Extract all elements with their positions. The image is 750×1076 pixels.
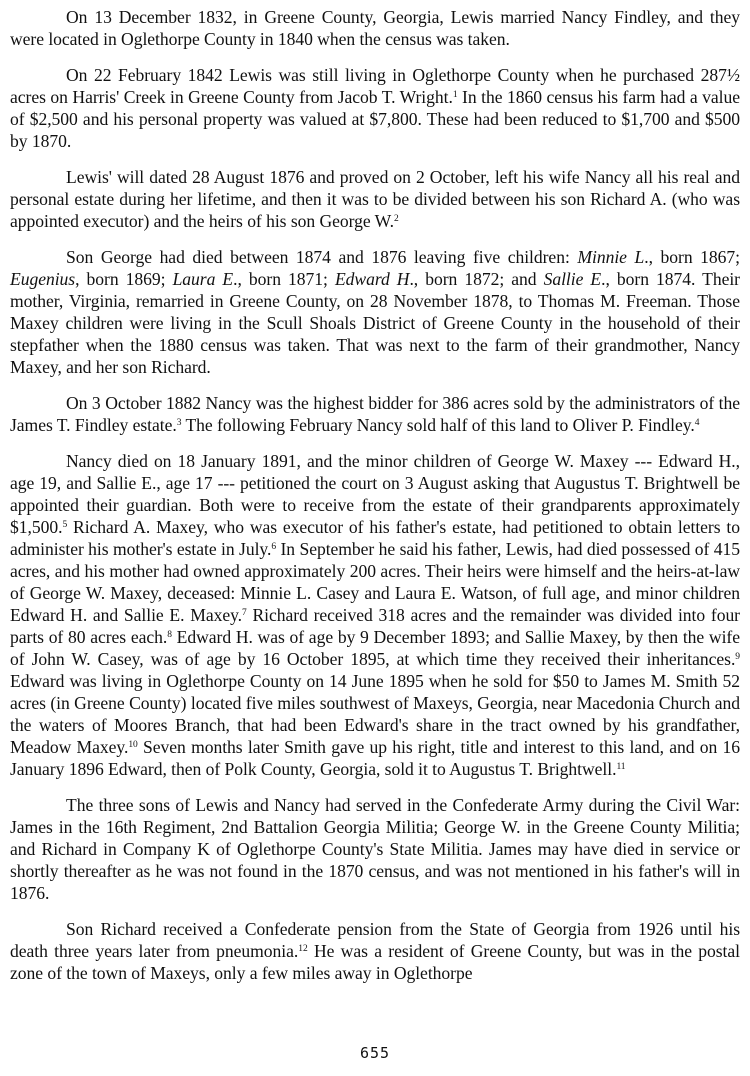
document-page bbox=[10, 6, 740, 998]
paragraph bbox=[10, 450, 740, 780]
text-run: The three sons of Lewis and Nancy had served in the Confederate Army during the Civil War: James in the 16th Regiment, 2nd Battalion Georgia Militia; George W. in the Greene County Militia; and Richard in Company K of Oglethorpe County's State Militia. James may have died in service or shortly thereafter as he was not found in the 1870 census, and was not mentioned in his father's will in 1876. bbox=[10, 795, 740, 903]
paragraph bbox=[10, 794, 740, 904]
footnote-marker: 10 bbox=[128, 740, 138, 750]
text-run: In September he said his father, Lewis, had died possessed of 415 acres, and his mother had owned approximately 200 acres. Their heirs were himself and the heirs-at-law of George W. Maxey, deceased: Minnie L. Casey and Laura E. Watson, of full age, and minor children Edward H. and Sallie E. Maxey. bbox=[10, 539, 740, 625]
text-run: In the 1860 census his farm had a value of $2,500 and his personal property was valued at $7,800. These had been reduced to $1,700 and $500 by 1870. bbox=[10, 87, 740, 151]
footnote-marker: 3 bbox=[176, 418, 182, 428]
page-number: 655 bbox=[359, 1044, 391, 1062]
text-run: On 13 December 1832, in Greene County, Georgia, Lewis married Nancy Findley, and they were located in Oglethorpe County in 1840 when the census was taken. bbox=[10, 7, 740, 49]
text-run: Richard received 318 acres and the remainder was divided into four parts of 80 acres each. bbox=[10, 605, 740, 647]
body-text bbox=[10, 6, 740, 984]
italic-name: Minnie L bbox=[577, 247, 645, 267]
text-run: Son Richard received a Confederate pension from the State of Georgia from 1926 until his death three years later from pneumonia. bbox=[10, 919, 740, 961]
footnote-marker: 11 bbox=[616, 762, 626, 772]
paragraph bbox=[10, 6, 740, 50]
footnote-marker: 5 bbox=[62, 520, 68, 530]
paragraph bbox=[10, 246, 740, 378]
paragraph bbox=[10, 918, 740, 984]
italic-name: Eugenius bbox=[10, 269, 76, 289]
text-run: Edward was living in Oglethorpe County on 14 June 1895 when he sold for $50 to James M. Smith 52 acres (in Greene County) located five miles southwest of Maxeys, Georgia, near Macedonia Church and the waters of Moores Branch, that had been Edward's share in the tract owned by his grandfather, Meadow Maxey. bbox=[10, 671, 740, 757]
italic-name: Laura E bbox=[172, 269, 234, 289]
footnote-marker: 9 bbox=[735, 652, 740, 662]
text-run: , born 1869; bbox=[75, 269, 173, 289]
text-run: Nancy died on 18 January 1891, and the minor children of George W. Maxey --- Edward H., age 19, and Sallie E., age 17 --- petitioned the court on 3 August asking that Augustus T. Brightwell be appointed their guardian. Both were to receive from the estate of their grandparents approximately $1,500. bbox=[10, 451, 740, 537]
footnote-marker: 1 bbox=[452, 90, 458, 100]
text-run: Lewis' will dated 28 August 1876 and proved on 2 October, left his wife Nancy all his real and personal estate during her lifetime, and then it was to be divided between his son Richard A. (who was appointed executor) and the heirs of his son George W. bbox=[10, 167, 740, 231]
text-run: ., born 1872; and bbox=[409, 269, 544, 289]
paragraph bbox=[10, 392, 740, 436]
footnote-marker: 12 bbox=[298, 944, 308, 954]
italic-name: Edward H bbox=[334, 269, 410, 289]
text-run: On 22 February 1842 Lewis was still living in Oglethorpe County when he purchased 287½ acres on Harris' Creek in Greene County from Jacob T. Wright. bbox=[10, 65, 740, 107]
paragraph bbox=[10, 166, 740, 232]
text-run: ., born 1867; bbox=[644, 247, 740, 267]
text-run: On 3 October 1882 Nancy was the highest bidder for 386 acres sold by the administrators of the James T. Findley estate. bbox=[10, 393, 740, 435]
footnote-marker: 6 bbox=[271, 542, 277, 552]
text-run: Edward H. was of age by 9 December 1893; and Sallie Maxey, by then the wife of John W. Casey, was of age by 16 October 1895, at which time they received their inheritances. bbox=[10, 627, 740, 669]
italic-name: Sallie E bbox=[543, 269, 602, 289]
text-run: Son George had died between 1874 and 1876 leaving five children: bbox=[66, 247, 578, 267]
footnote-marker: 4 bbox=[694, 418, 700, 428]
footnote-marker: 7 bbox=[242, 608, 247, 618]
footnote-marker: 2 bbox=[393, 214, 399, 224]
footnote-marker: 8 bbox=[167, 630, 172, 640]
text-run: Richard A. Maxey, who was executor of his father's estate, had petitioned to obtain letters to administer his mother's estate in July. bbox=[10, 517, 740, 559]
text-run: Seven months later Smith gave up his right, title and interest to this land, and on 16 January 1896 Edward, then of Polk County, Georgia, sold it to Augustus T. Brightwell. bbox=[10, 737, 740, 779]
text-run: He was a resident of Greene County, but was in the postal zone of the town of Maxeys, only a few miles away in Oglethorpe bbox=[10, 941, 740, 983]
text-run: ., born 1871; bbox=[233, 269, 335, 289]
paragraph bbox=[10, 64, 740, 152]
text-run: ., born 1874. Their mother, Virginia, remarried in Greene County, on 28 November 1878, to Thomas M. Freeman. Those Maxey children were living in the Scull Shoals District of Greene County in the household of their stepfather when the 1880 census was taken. That was next to the farm of their grandmother, Nancy Maxey, and her son Richard. bbox=[10, 269, 740, 377]
text-run: The following February Nancy sold half of this land to Oliver P. Findley. bbox=[181, 415, 695, 435]
